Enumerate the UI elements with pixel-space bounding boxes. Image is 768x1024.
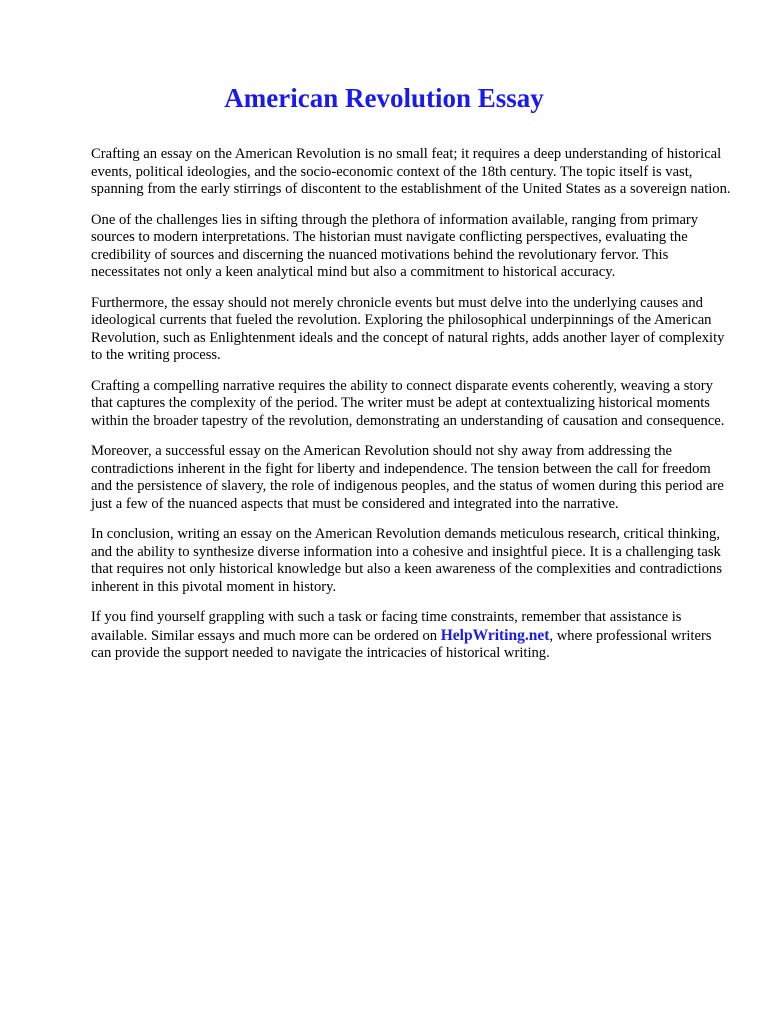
essay-body xyxy=(91,146,731,676)
page-title: American Revolution Essay xyxy=(224,83,544,113)
paragraph-5: Moreover, a successful essay on the American Revolution should not shy away from addressing the contradictions inherent in the fight for liberty and independence. The tension between the call for freedom and the persistence of slavery, the role of indigenous peoples, and the status of women during this period are just a few of the nuanced aspects that must be considered and integrated into the narrative. xyxy=(91,443,724,512)
paragraph-1: Crafting an essay on the American Revolution is no small feat; it requires a deep understanding of historical events, political ideologies, and the socio-economic context of the 18th century. The topic itself is vast, spanning from the early stirrings of discontent to the establishment of the United States as a sovereign nation. xyxy=(91,146,731,197)
helpwriting-link[interactable]: HelpWriting.net xyxy=(440,626,550,644)
paragraph-3: Furthermore, the essay should not merely chronicle events but must delve into the underlying causes and ideological currents that fueled the revolution. Exploring the philosophical underpinnings of the American Revolution, such as Enlightenment ideals and the concept of natural rights, adds another layer of complexity to the writing process. xyxy=(91,294,725,363)
closing-text-before-link: If you find yourself grappling with such a task or facing time constraints, remember that assistance is available. Similar essays and much more can be ordered on xyxy=(91,609,682,644)
closing-text-after-link: , where professional writers can provide the support needed to navigate the intricacies of historical writing. xyxy=(91,627,712,661)
closing-paragraph xyxy=(91,609,731,663)
paragraph-2: One of the challenges lies in sifting through the plethora of information available, ranging from primary sources to modern interpretations. The historian must navigate conflicting perspectives, evaluating the credibility of sources and discerning the nuanced motivations behind the revolutionary fervor. This necessitates not only a keen analytical mind but also a commitment to historical accuracy. xyxy=(91,211,699,280)
paragraph-4: Crafting a compelling narrative requires the ability to connect disparate events coherently, weaving a story that captures the complexity of the period. The writer must be adept at contextualizing historical moments within the broader tapestry of the revolution, demonstrating an understanding of causation and consequence. xyxy=(91,377,725,429)
paragraph-6: In conclusion, writing an essay on the American Revolution demands meticulous research, critical thinking, and the ability to synthesize diverse information into a cohesive and insightful piece. It is a challenging task that requires not only historical knowledge but also a keen awareness of the complexities and contradictions inherent in this pivotal moment in history. xyxy=(91,526,722,595)
